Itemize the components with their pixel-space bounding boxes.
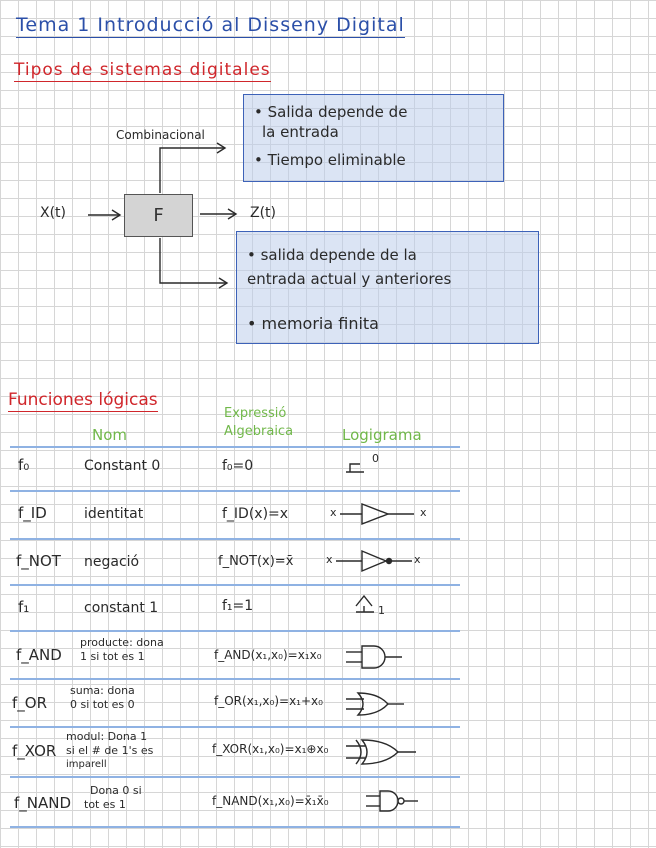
nand-gate-icon bbox=[0, 0, 300, 150]
row-name-line: si el # de 1's es bbox=[66, 744, 154, 757]
ground-label: 0 bbox=[372, 452, 379, 465]
section-heading-systems: Tipos de sistemas digitales bbox=[14, 60, 271, 80]
row-name-line: producte: dona bbox=[80, 636, 164, 649]
row-name-line: tot es 1 bbox=[84, 798, 126, 811]
combinational-note-2: la entrada bbox=[262, 123, 339, 141]
row-name-line: suma: dona bbox=[70, 684, 135, 697]
table-rule bbox=[10, 776, 460, 778]
function-block bbox=[124, 194, 193, 237]
row-expr: f₀=0 bbox=[222, 458, 254, 474]
table-rule bbox=[10, 584, 460, 586]
row-expr: f₁=1 bbox=[222, 598, 254, 614]
row-name: Constant 0 bbox=[84, 458, 161, 474]
input-label: X(t) bbox=[40, 205, 67, 221]
row-expr: f_AND(x₁,x₀)=x₁x₀ bbox=[214, 648, 322, 662]
sequential-note-2: entrada actual y anteriores bbox=[247, 270, 452, 288]
combinational-note-1: • Salida depende de bbox=[254, 103, 408, 121]
buffer-input-label: x bbox=[330, 506, 337, 519]
row-name bbox=[70, 684, 135, 712]
combinational-arrow bbox=[160, 148, 225, 193]
row-name: negació bbox=[84, 554, 140, 570]
row-name: constant 1 bbox=[84, 600, 159, 616]
not-input-label: x bbox=[326, 553, 333, 566]
row-func: f_NAND bbox=[14, 794, 72, 812]
combinational-note-3: • Tiempo eliminable bbox=[254, 151, 406, 169]
vcc-label: 1 bbox=[378, 604, 385, 617]
section-heading-functions: Funciones lógicas bbox=[8, 390, 158, 410]
table-rule bbox=[10, 826, 460, 828]
row-name bbox=[84, 784, 142, 812]
combinational-label: Combinacional bbox=[116, 128, 205, 142]
column-header-diagram: Logigrama bbox=[342, 426, 422, 444]
row-name bbox=[66, 730, 153, 772]
not-output-label: x bbox=[414, 553, 421, 566]
table-rule bbox=[10, 490, 460, 492]
row-expr: f_ID(x)=x bbox=[222, 506, 289, 522]
function-block-label: F bbox=[153, 205, 164, 226]
column-header-expr-1: Expressió bbox=[224, 406, 287, 421]
row-func: f_AND bbox=[16, 646, 62, 664]
row-expr: f_XOR(x₁,x₀)=x₁⊕x₀ bbox=[212, 742, 329, 756]
column-header-name: Nom bbox=[92, 426, 128, 444]
table-rule bbox=[10, 726, 460, 728]
row-name-line: imparell bbox=[66, 759, 107, 770]
row-func: f₀ bbox=[18, 456, 30, 474]
page-title: Tema 1 Introducció al Disseny Digital bbox=[16, 14, 405, 36]
sequential-box bbox=[236, 231, 539, 344]
row-expr: f_NOT(x)=x̄ bbox=[218, 554, 294, 569]
row-func: f_NOT bbox=[16, 552, 61, 570]
row-func: f₁ bbox=[18, 598, 30, 616]
column-header-expr-2: Algebraica bbox=[224, 424, 294, 439]
sequential-arrow bbox=[160, 238, 227, 283]
table-rule bbox=[10, 446, 460, 448]
row-func: f_XOR bbox=[12, 742, 57, 760]
row-name-line: 0 si tot es 0 bbox=[70, 698, 135, 711]
sequential-note-3: • memoria finita bbox=[247, 314, 379, 333]
row-name bbox=[80, 636, 164, 664]
table-rule bbox=[10, 678, 460, 680]
table-rule bbox=[10, 630, 460, 632]
sequential-note-1: • salida depende de la bbox=[247, 246, 417, 264]
output-label: Z(t) bbox=[250, 205, 277, 221]
table-rule bbox=[10, 538, 460, 540]
row-expr: f_OR(x₁,x₀)=x₁+x₀ bbox=[214, 694, 323, 708]
row-name-line: modul: Dona 1 bbox=[66, 730, 148, 743]
row-func: f_OR bbox=[12, 694, 48, 712]
row-name: identitat bbox=[84, 506, 144, 522]
row-name-line: Dona 0 si bbox=[90, 784, 142, 797]
row-func: f_ID bbox=[18, 504, 47, 522]
buffer-output-label: x bbox=[420, 506, 427, 519]
row-name-line: 1 si tot es 1 bbox=[80, 650, 145, 663]
row-expr: f_NAND(x₁,x₀)=x̄₁x̄₀ bbox=[212, 794, 329, 808]
